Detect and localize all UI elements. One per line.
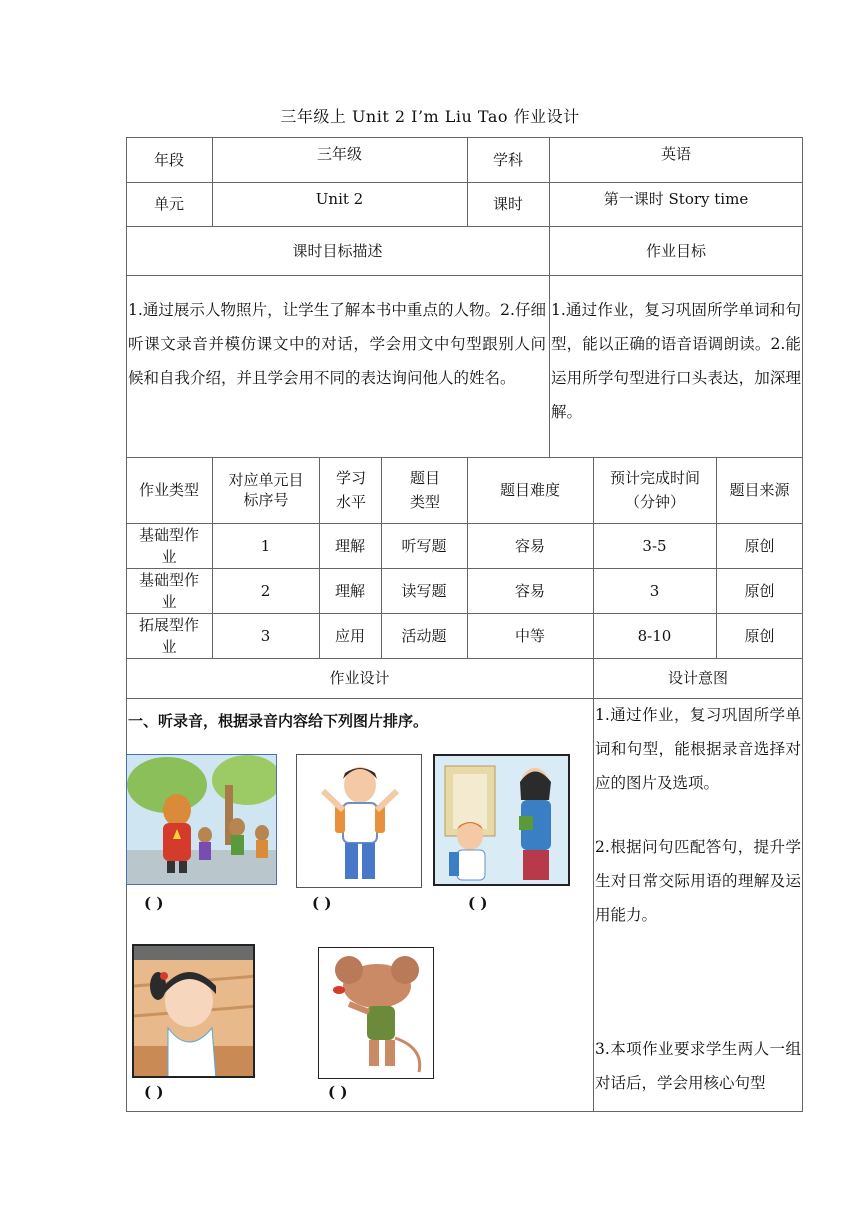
intent-1: 1.通过作业，复习巩固所学单词和句型，能根据录音选择对应的图片及选项。 xyxy=(595,706,801,792)
intent-2: 2.根据问句匹配答句，提升学生对日常交际用语的理解及运用能力。 xyxy=(595,838,801,924)
table-row-1-target: 1 xyxy=(260,536,271,555)
objectives-text: 1.通过展示人物照片，让学生了解本书中重点的人物。2.仔细听课文录音并模仿课文中的对话，学会用文中句型跟别人问候和自我介绍，并且学会用不同的表达询问他人的姓名。 xyxy=(128,301,546,387)
col-difficulty: 题目难度 xyxy=(499,481,560,499)
subject-label: 学科 xyxy=(492,150,523,169)
answer-blank-5[interactable]: ( ) xyxy=(328,1083,348,1101)
period-label: 课时 xyxy=(492,195,523,213)
col-target: 对应单元目标序号 xyxy=(228,471,304,509)
table-row-3-target: 3 xyxy=(260,626,271,645)
homework-goal-text: 1.通过作业，复习巩固所学单词和句型，能以正确的语音语调朗读。2.能运用所学句型进行口头表达，加深理解。 xyxy=(551,301,801,421)
grade-value: 三年级 xyxy=(316,145,362,163)
table-row-3-source: 原创 xyxy=(744,626,775,645)
table-row-2-difficulty: 容易 xyxy=(514,581,545,600)
table-row-2-target: 2 xyxy=(260,581,271,600)
col-level: 学习水平 xyxy=(335,469,366,511)
picture-park-characters xyxy=(126,754,277,885)
table-row-1-source: 原创 xyxy=(744,536,775,555)
unit-value: Unit 2 xyxy=(315,190,364,208)
subject-value: 英语 xyxy=(660,145,691,163)
picture-boy-waving xyxy=(296,754,422,888)
grade-label: 年段 xyxy=(153,150,184,169)
col-time: 预计完成时间（分钟） xyxy=(609,469,700,511)
homework-design-table xyxy=(126,137,803,1112)
table-row-1-difficulty: 容易 xyxy=(514,536,545,555)
col-type: 作业类型 xyxy=(138,481,199,499)
answer-blank-3[interactable]: ( ) xyxy=(468,894,488,912)
table-row-3-qtype: 活动题 xyxy=(401,626,447,645)
picture-girl xyxy=(132,944,255,1078)
table-row-2-qtype: 读写题 xyxy=(401,581,447,600)
question-1: 一、听录音，根据录音内容给下列图片排序。 xyxy=(128,712,429,730)
table-row-2-level: 理解 xyxy=(334,581,365,600)
page-title: 三年级上 Unit 2 I’m Liu Tao 作业设计 xyxy=(280,107,580,126)
col-question-type: 题目类型 xyxy=(409,469,440,511)
objectives-header: 课时目标描述 xyxy=(292,241,383,260)
intent-header: 设计意图 xyxy=(667,669,728,687)
table-row-3-level: 应用 xyxy=(334,626,365,645)
unit-label: 单元 xyxy=(153,195,184,213)
table-row-2-type: 基础型作业 xyxy=(139,570,200,611)
table-row-3-difficulty: 中等 xyxy=(514,626,545,645)
answer-blank-2[interactable]: ( ) xyxy=(312,894,332,912)
table-row-1-level: 理解 xyxy=(334,536,365,555)
table-row-2-time: 3 xyxy=(649,581,660,600)
table-row-1-qtype: 听写题 xyxy=(401,536,447,555)
table-row-1-time: 3-5 xyxy=(642,536,667,555)
table-row-1-type: 基础型作业 xyxy=(139,525,200,566)
design-header: 作业设计 xyxy=(329,669,390,687)
intent-3: 3.本项作业要求学生两人一组对话后，学会用核心句型 xyxy=(595,1040,801,1092)
period-value: 第一课时 Story time xyxy=(603,190,749,208)
picture-teacher-and-boy xyxy=(433,754,570,886)
table-row-2-source: 原创 xyxy=(744,581,775,600)
answer-blank-4[interactable]: ( ) xyxy=(144,1083,164,1101)
answer-blank-1[interactable]: ( ) xyxy=(144,894,164,912)
table-row-3-time: 8-10 xyxy=(637,626,672,645)
table-row-3-type: 拓展型作业 xyxy=(139,615,200,656)
col-source: 题目来源 xyxy=(729,481,790,499)
picture-mouse xyxy=(318,947,434,1079)
homework-goal-header: 作业目标 xyxy=(645,241,706,260)
